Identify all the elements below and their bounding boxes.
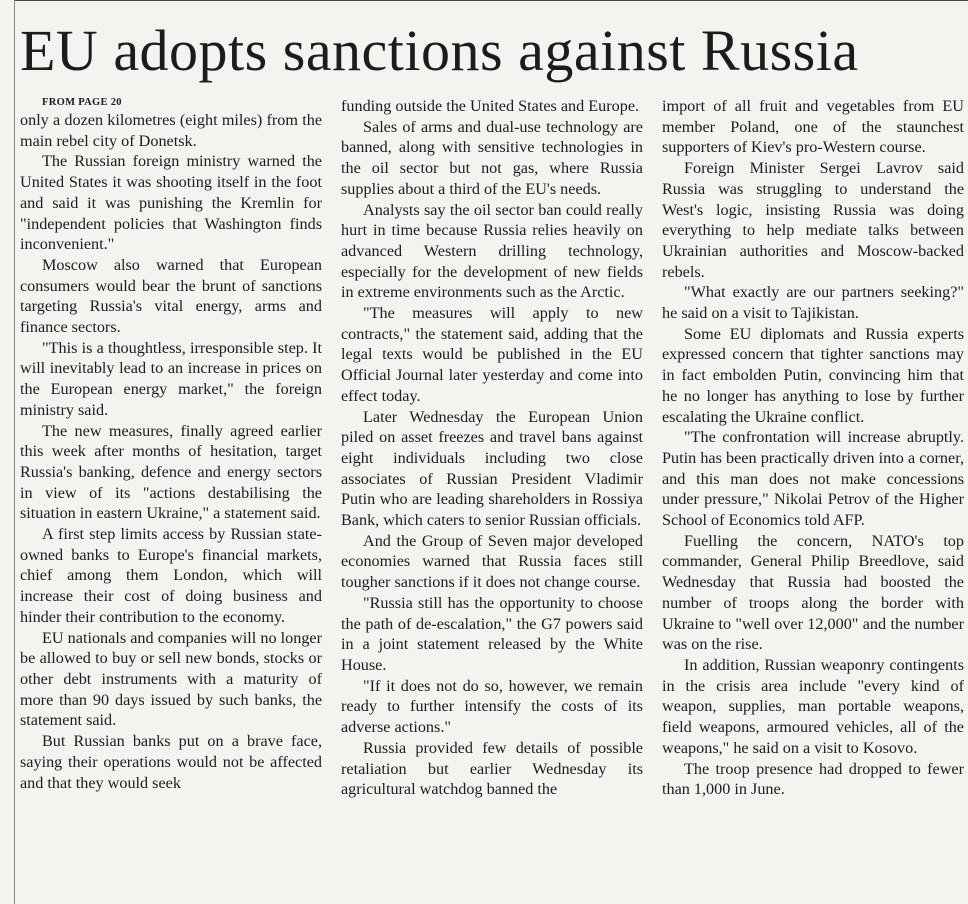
paragraph: Sales of arms and dual-use technology are banned, along with sensitive technologies in the oil sector but not gas, where Russia supplies about a third of the EU's needs.: [341, 117, 643, 198]
left-column-rule: [14, 0, 15, 904]
paragraph: "What exactly are our partners seeking?" he said on a visit to Tajikistan.: [662, 283, 964, 323]
paragraph: "The confrontation will increase abruptly. Putin has been practically driven into a corner, and this man does not make concessions under pressure," Nikolai Petrov of the Higher School of Economics told AFP.: [662, 428, 964, 530]
paragraph: "The measures will apply to new contracts," the statement said, adding that the legal texts would be published in the EU Official Journal later yesterday and come into effect today.: [341, 304, 643, 405]
article-column-3: [662, 96, 964, 904]
paragraph: The new measures, finally agreed earlier this week after months of hesitation, target Russia's banking, defence and energy sectors in view of its "actions destabilising the situation in eastern Ukraine," a statement said.: [20, 421, 322, 523]
paragraph: "Russia still has the opportunity to choose the path of de-escalation," the G7 powers said in a joint statement released by the White House.: [341, 593, 643, 674]
paragraph: funding outside the United States and Europe.: [341, 97, 640, 115]
paragraph: "This is a thoughtless, irresponsible step. It will inevitably lead to an increase in prices on the European energy market," the foreign ministry said.: [20, 338, 322, 419]
article-column-2: [341, 96, 643, 904]
paragraph: The Russian foreign ministry warned the United States it was shooting itself in the foot and said it was punishing the Kremlin for "independent policies that Washington finds inconvenient.": [20, 152, 322, 254]
paragraph: EU nationals and companies will no longer be allowed to buy or sell new bonds, stocks or other debt instruments with a maturity of more than 90 days issued by such banks, the statement said.: [20, 628, 322, 730]
paragraph: Some EU diplomats and Russia experts expressed concern that tighter sanctions may in fact embolden Putin, convincing him that he no longer has anything to lose by further escalating the Ukraine conflict.: [662, 324, 964, 426]
headline: EU adopts sanctions against Russia: [20, 18, 859, 83]
paragraph: Analysts say the oil sector ban could really hurt in time because Russia relies heavily on advanced Western drilling technology, especially for the development of new fields in extreme environments such as the Arctic.: [341, 200, 643, 302]
paragraph: Later Wednesday the European Union piled on asset freezes and travel bans against eight individuals including two close associates of Russian President Vladimir Putin who are leading shareholders in Rossiya Bank, which caters to senior Russian officials.: [341, 407, 643, 530]
paragraph: Fuelling the concern, NATO's top commander, General Philip Breedlove, said Wednesday that Russia had boosted the number of troops along the border with Ukraine to "well over 12,000" and the number was on the rise.: [662, 531, 964, 654]
paragraph: Russia provided few details of possible retaliation but earlier Wednesday its agricultural watchdog banned the: [341, 738, 643, 799]
jump-label: FROM PAGE 20: [42, 97, 122, 108]
paragraph: In addition, Russian weaponry contingents in the crisis area include "every kind of weapon, supplies, man portable weapons, field weapons, armoured vehicles, all of the weapons," he said on a visit to Kosovo.: [662, 655, 964, 757]
paragraph: And the Group of Seven major developed economies warned that Russia faces still tougher sanctions if it does not change course.: [341, 531, 643, 592]
paragraph: "If it does not do so, however, we remain ready to further intensify the costs of its adverse actions.": [341, 676, 643, 737]
article-column-1: [20, 96, 322, 904]
paragraph: Foreign Minister Sergei Lavrov said Russia was struggling to understand the West's logic, insisting Russia was doing everything to help mediate talks between Ukrainian authorities and Moscow-backed rebels.: [662, 159, 964, 281]
paragraph: But Russian banks put on a brave face, saying their operations would not be affected and that they would seek: [20, 732, 322, 792]
paragraph: A first step limits access by Russian state-owned banks to Europe's financial markets, chief among them London, which will increase their cost of doing business and hinder their contribution to the economy.: [20, 525, 322, 626]
paragraph: Moscow also warned that European consumers would bear the brunt of sanctions targeting Russia's vital energy, arms and finance sectors.: [20, 255, 322, 337]
paragraph: import of all fruit and vegetables from EU member Poland, one of the staunchest supporters of Kiev's pro-Western course.: [662, 97, 964, 157]
top-rule: [14, 0, 968, 1]
paragraph: The troop presence had dropped to fewer than 1,000 in June.: [662, 759, 964, 799]
paragraph: only a dozen kilometres (eight miles) from the main rebel city of Donetsk.: [20, 111, 322, 150]
